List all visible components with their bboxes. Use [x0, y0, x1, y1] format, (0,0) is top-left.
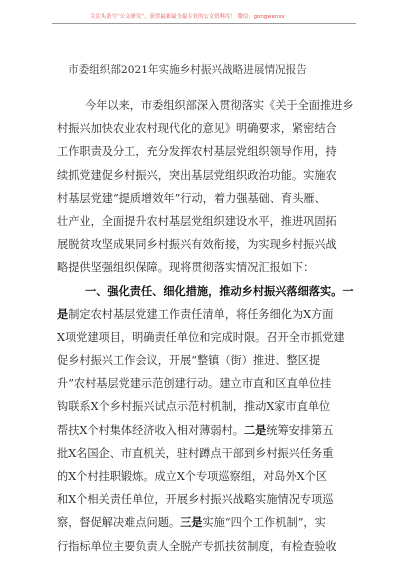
- body-line: 帮扶X个村集体经济收入相对薄弱村。二是统筹安排第五: [57, 422, 334, 437]
- section-heading-line: [57, 280, 361, 303]
- body-line: 略提供坚强组织保障。现将贯彻落实情况汇报如下：: [57, 261, 315, 275]
- list-marker: 是: [57, 306, 69, 321]
- header-promo-note: 关注头条号“公文研究”，获得最新最全最专业的公文资料库！ 微信：gongwenxx: [90, 14, 285, 20]
- header-rule: [52, 23, 356, 24]
- document-body: [57, 94, 361, 558]
- section-heading: 一、强化责任、细化措施，推动乡村振兴落细落实。一: [85, 283, 354, 298]
- body-line: 是制定农村基层党建工作责任清单，将任务细化为X方面: [57, 306, 334, 321]
- body-line: 壮产业，全面提升农村基层党组织建设水平，推进巩固拓: [57, 214, 337, 228]
- document-title: 市委组织部2021年实施乡村振兴战略进展情况报告: [68, 64, 307, 76]
- body-line: X项党建项目，明确责任单位和完成时限。召开全市抓党建: [57, 330, 345, 344]
- body-line: 续抓党建促乡村振兴，突出基层党组织政治功能。实施农: [57, 168, 337, 182]
- body-line: 的X个村挂职锻炼。成立X个专项巡察组，对岛外X个区: [57, 470, 328, 483]
- body-line: 察，督促解决难点问题。三是实施“四个工作机制”，实: [57, 515, 326, 530]
- body-line: 村基层党建“提质增效年”行动，着力强基础、育头雁、: [57, 191, 326, 205]
- body-line: 展脱贫攻坚成果同乡村振兴有效衔接，为实现乡村振兴战: [57, 238, 337, 252]
- body-line: 村振兴加快农业农村现代化的意见》明确要求，紧密结合: [57, 122, 337, 136]
- body-line: 批X名国企、市直机关，驻村蹲点干部到乡村振兴任务重: [57, 446, 334, 460]
- body-line: 行指标单位主要负责人全脱产专抓扶贫制度，有检查验收: [57, 539, 337, 553]
- body-line: 钩联系X个乡村振兴试点示范村机制，推动X家市直单位: [57, 400, 331, 414]
- list-marker: 二是: [243, 422, 267, 437]
- body-line: 今年以来，市委组织部深入贯彻落实《关于全面推进乡: [85, 99, 354, 112]
- body-line: 升”农村基层党建示范创建行动。建立市直和区直单位挂: [57, 377, 332, 391]
- body-line: 和X个相关责任单位，开展乡村振兴战略实施情况专项巡: [57, 493, 334, 507]
- list-marker: 三是: [180, 515, 203, 530]
- body-line: 工作职责及分工，充分发挥农村基层党组织领导作用，持: [57, 145, 337, 159]
- body-line: 促乡村振兴工作会议，开展“整镇（街）推进、整区提: [57, 354, 321, 368]
